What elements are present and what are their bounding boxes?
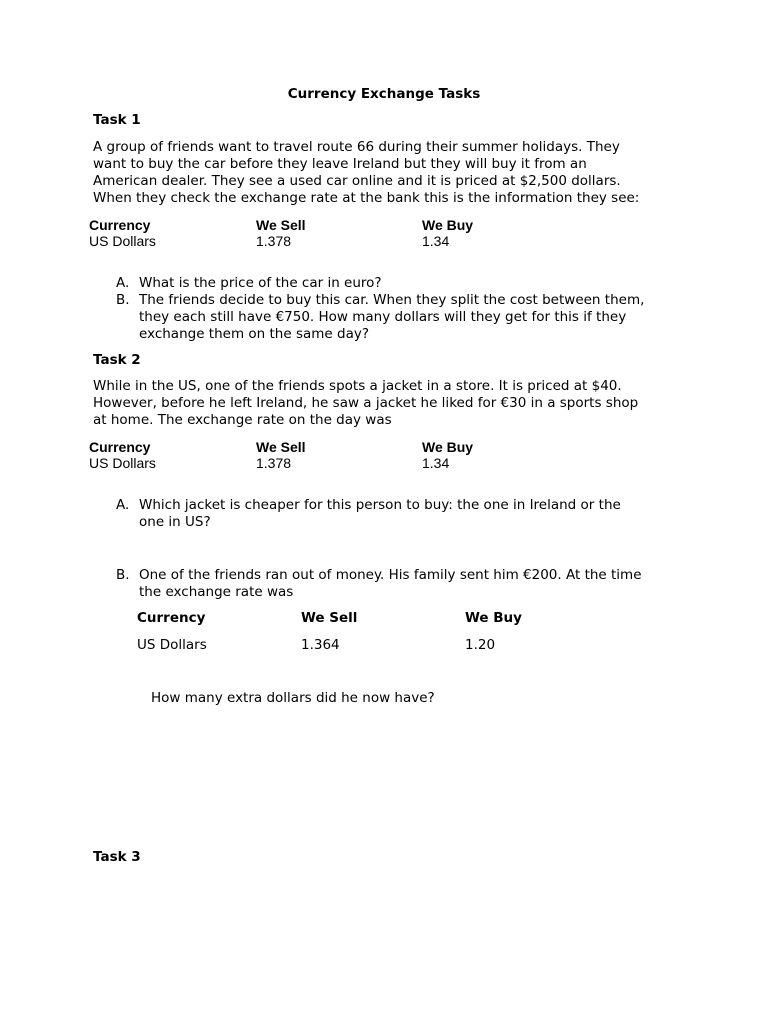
task2-question-a	[116, 497, 686, 531]
task2-question-b	[116, 567, 686, 601]
paragraph-line: American dealer. They see a used car online and it is priced at $2,500 dollars.	[93, 173, 621, 189]
task2-paragraph	[93, 378, 683, 429]
table-cell-we-sell: 1.378	[256, 455, 292, 471]
task1-heading: Task 1	[93, 112, 141, 128]
list-marker: B.	[116, 567, 130, 583]
question-line: Which jacket is cheaper for this person to buy: the one in Ireland or the	[139, 497, 621, 513]
table-header-we-sell: We Sell	[301, 610, 358, 626]
question-line: the exchange rate was	[139, 584, 294, 600]
table-header-we-buy: We Buy	[422, 217, 474, 233]
paragraph-line: However, before he left Ireland, he saw a jacket he liked for €30 in a sports shop	[93, 395, 639, 411]
table-header-we-buy: We Buy	[465, 610, 522, 626]
question-line: one in US?	[139, 514, 211, 530]
table-cell-we-sell: 1.364	[301, 637, 340, 653]
task2-second-exchange-table	[137, 610, 587, 656]
table-cell-we-sell: 1.378	[256, 233, 292, 249]
task1-questions	[116, 275, 686, 343]
list-item	[116, 567, 686, 601]
table-header-currency: Currency	[137, 610, 206, 626]
question-line: exchange them on the same day?	[139, 326, 369, 342]
table-cell-we-buy: 1.34	[422, 233, 450, 249]
table-cell-we-buy: 1.34	[422, 455, 450, 471]
paragraph-line: A group of friends want to travel route 66 during their summer holidays. They	[93, 139, 620, 155]
list-item	[116, 497, 686, 531]
paragraph-line: at home. The exchange rate on the day was	[93, 412, 392, 428]
table-header-currency: Currency	[89, 217, 151, 233]
table-cell-currency: US Dollars	[137, 637, 207, 653]
task2-exchange-table	[89, 439, 589, 479]
table-header-we-buy: We Buy	[422, 439, 474, 455]
paragraph-line: When they check the exchange rate at the bank this is the information they see:	[93, 190, 640, 206]
question-line: What is the price of the car in euro?	[139, 275, 382, 291]
table-cell-currency: US Dollars	[89, 455, 156, 471]
task2-followup-question: How many extra dollars did he now have?	[151, 690, 435, 706]
table-cell-currency: US Dollars	[89, 233, 156, 249]
table-cell-we-buy: 1.20	[465, 637, 496, 653]
table-header-we-sell: We Sell	[256, 217, 306, 233]
table-header-currency: Currency	[89, 439, 151, 455]
task1-exchange-table	[89, 217, 589, 257]
list-item	[116, 292, 686, 343]
task2-heading: Task 2	[93, 352, 141, 368]
list-item	[116, 275, 686, 292]
task3-heading: Task 3	[93, 849, 141, 865]
paragraph-line: While in the US, one of the friends spots a jacket in a store. It is priced at $40.	[93, 378, 622, 394]
list-marker: A.	[116, 275, 130, 291]
table-header-we-sell: We Sell	[256, 439, 306, 455]
question-line: they each still have €750. How many dollars will they get for this if they	[139, 309, 627, 325]
question-line: The friends decide to buy this car. When they split the cost between them,	[139, 292, 645, 308]
document-title: Currency Exchange Tasks	[287, 86, 481, 102]
list-marker: A.	[116, 497, 130, 513]
paragraph-line: want to buy the car before they leave Ireland but they will buy it from an	[93, 156, 587, 172]
list-marker: B.	[116, 292, 130, 308]
task1-paragraph	[93, 139, 683, 207]
question-line: One of the friends ran out of money. His family sent him €200. At the time	[139, 567, 642, 583]
